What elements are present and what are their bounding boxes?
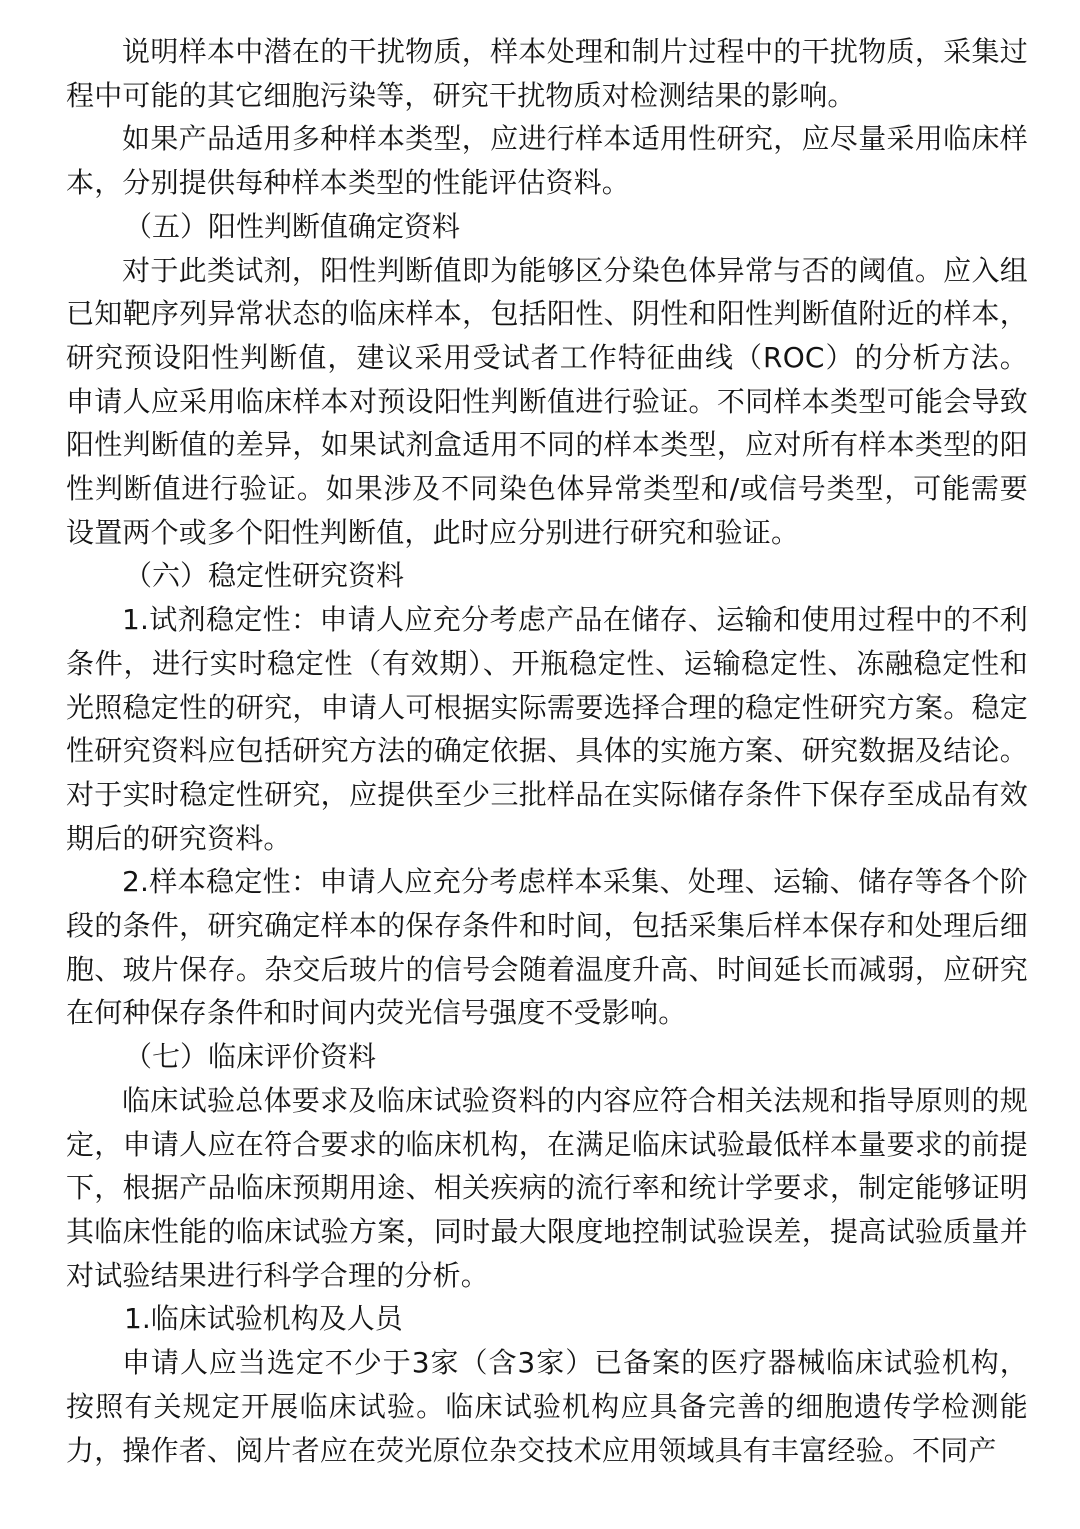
paragraph-positive-cutoff: 对于此类试剂，阳性判断值即为能够区分染色体异常与否的阈值。应入组已知靶序列异常状态的临床样本，包括阳性、阴性和阳性判断值附近的样本，研究预设阳性判断值，建议采用受试者工作特征曲线（ROC）的分析方法。申请人应采用临床样本对预设阳性判断值进行验证。不同样本类型可能会导致阳性判断值的差异，如果试剂盒适用不同的样本类型，应对所有样本类型的阳性判断值进行验证。如果涉及不同染色体异常类型和/或信号类型，可能需要设置两个或多个阳性判断值，此时应分别进行研究和验证。 [66, 253, 1028, 549]
section-heading-6: （六）稳定性研究资料 [124, 559, 405, 593]
section-heading-5: （五）阳性判断值确定资料 [124, 209, 461, 243]
section-heading-7: （七）临床评价资料 [124, 1040, 377, 1074]
paragraph-clinical-evaluation: 临床试验总体要求及临床试验资料的内容应符合相关法规和指导原则的规定，申请人应在符合要求的临床机构，在满足临床试验最低样本量要求的前提下，根据产品临床预期用途、相关疾病的流行率和统计学要求，制定能够证明其临床性能的临床试验方案，同时最大限度地控制试验误差，提高试验质量并对试验结果进行科学合理的分析。 [66, 1083, 1028, 1292]
paragraph-clinical-institutions: 申请人应当选定不少于3家（含3家）已备案的医疗器械临床试验机构，按照有关规定开展临床试验。临床试验机构应具备完善的细胞遗传学检测能力，操作者、阅片者应在荧光原位杂交技术应用领域具有丰富经验。不同产 [66, 1346, 1028, 1467]
subsection-heading-clinical-institutions: 1.临床试验机构及人员 [124, 1302, 403, 1336]
paragraph-interference: 说明样本中潜在的干扰物质，样本处理和制片过程中的干扰物质，采集过程中可能的其它细胞污染等，研究干扰物质对检测结果的影响。 [66, 35, 1028, 112]
paragraph-sample-types: 如果产品适用多种样本类型，应进行样本适用性研究，应尽量采用临床样本，分别提供每种样本类型的性能评估资料。 [66, 122, 1028, 200]
document-page [66, 30, 1028, 1472]
paragraph-sample-stability: 2.样本稳定性：申请人应充分考虑样本采集、处理、运输、储存等各个阶段的条件，研究确定样本的保存条件和时间，包括采集后样本保存和处理后细胞、玻片保存。杂交后玻片的信号会随着温度升高、时间延长而减弱，应研究在何种保存条件和时间内荧光信号强度不受影响。 [66, 865, 1028, 1030]
paragraph-reagent-stability: 1.试剂稳定性：申请人应充分考虑产品在储存、运输和使用过程中的不利条件，进行实时稳定性（有效期）、开瓶稳定性、运输稳定性、冻融稳定性和光照稳定性的研究，申请人可根据实际需要选择合理的稳定性研究方案。稳定性研究资料应包括研究方法的确定依据、具体的实施方案、研究数据及结论。对于实时稳定性研究，应提供至少三批样品在实际储存条件下保存至成品有效期后的研究资料。 [66, 603, 1028, 855]
